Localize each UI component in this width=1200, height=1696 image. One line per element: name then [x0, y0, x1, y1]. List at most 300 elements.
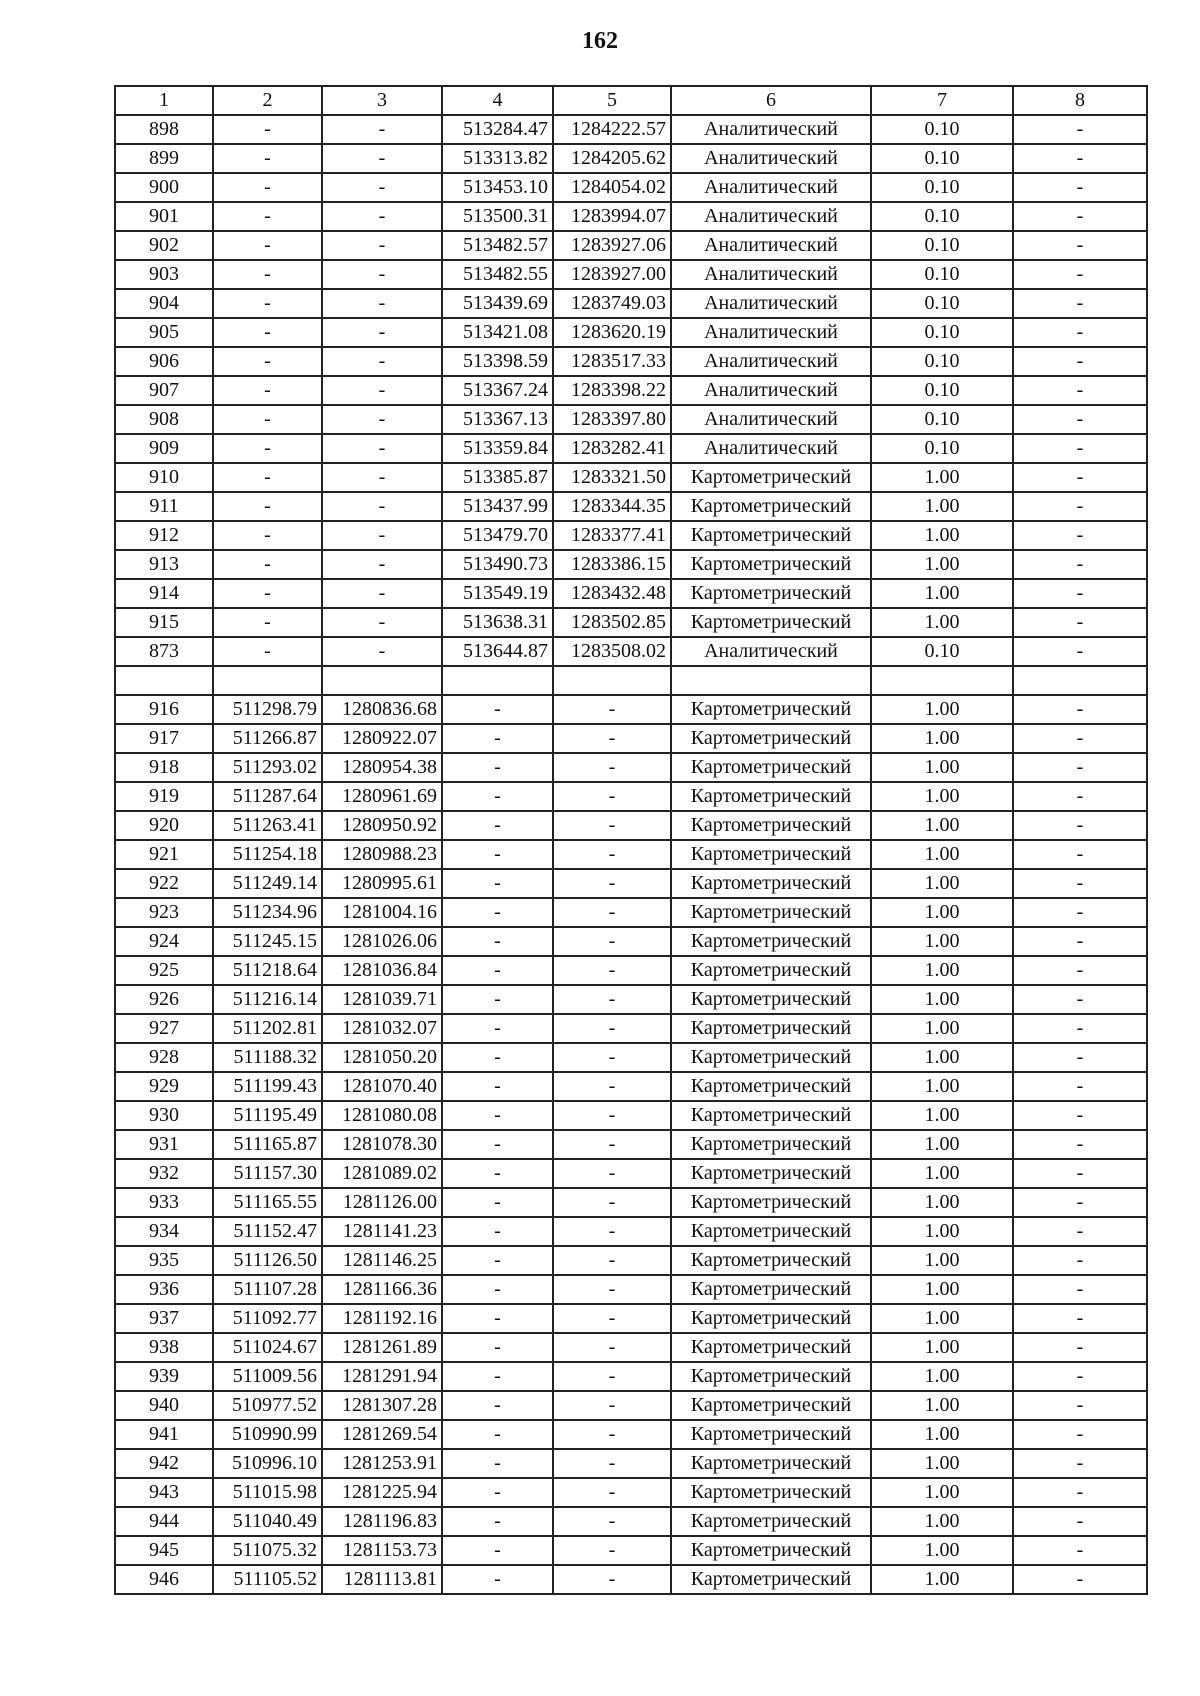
accuracy-cell: 1.00	[871, 1391, 1013, 1420]
y-coord-cell: -	[322, 231, 442, 260]
x-coord-cell: 511266.87	[213, 724, 322, 753]
table-row	[115, 144, 1147, 173]
accuracy-cell: 0.10	[871, 405, 1013, 434]
y-coord-cell: 1281307.28	[322, 1391, 442, 1420]
method-cell: Картометрический	[671, 753, 871, 782]
table-row	[115, 231, 1147, 260]
table-row	[115, 1333, 1147, 1362]
method-cell: Картометрический	[671, 1043, 871, 1072]
x-coord-cell: 511152.47	[213, 1217, 322, 1246]
x-coord-alt-cell: -	[442, 1159, 553, 1188]
y-coord-cell: 1281269.54	[322, 1420, 442, 1449]
note-cell: -	[1013, 898, 1147, 927]
note-cell: -	[1013, 753, 1147, 782]
accuracy-cell: 1.00	[871, 1333, 1013, 1362]
table-row	[115, 1159, 1147, 1188]
accuracy-cell: 1.00	[871, 1072, 1013, 1101]
note-cell: -	[1013, 1275, 1147, 1304]
x-coord-alt-cell: -	[442, 1536, 553, 1565]
accuracy-cell: 1.00	[871, 1246, 1013, 1275]
note-cell: -	[1013, 405, 1147, 434]
accuracy-cell: 1.00	[871, 1449, 1013, 1478]
note-cell: -	[1013, 927, 1147, 956]
table-header-row	[115, 86, 1147, 115]
method-cell: Картометрический	[671, 782, 871, 811]
point-number-cell: 912	[115, 521, 213, 550]
table-row	[115, 405, 1147, 434]
x-coord-alt-cell: -	[442, 1507, 553, 1536]
x-coord-cell: 511298.79	[213, 695, 322, 724]
accuracy-cell: 1.00	[871, 1478, 1013, 1507]
x-coord-cell: -	[213, 144, 322, 173]
y-coord-cell: -	[322, 579, 442, 608]
x-coord-cell: -	[213, 231, 322, 260]
y-coord-alt-cell: 1284054.02	[553, 173, 671, 202]
accuracy-cell: 1.00	[871, 579, 1013, 608]
note-cell: -	[1013, 1420, 1147, 1449]
accuracy-cell: 1.00	[871, 1362, 1013, 1391]
method-cell: Картометрический	[671, 1275, 871, 1304]
note-cell: -	[1013, 521, 1147, 550]
y-coord-alt-cell: 1283398.22	[553, 376, 671, 405]
note-cell: -	[1013, 260, 1147, 289]
x-coord-alt-cell: -	[442, 1188, 553, 1217]
accuracy-cell: 1.00	[871, 927, 1013, 956]
table-row	[115, 1072, 1147, 1101]
y-coord-cell: -	[322, 376, 442, 405]
x-coord-alt-cell: 513500.31	[442, 202, 553, 231]
method-cell: Аналитический	[671, 231, 871, 260]
y-coord-cell: 1280950.92	[322, 811, 442, 840]
y-coord-alt-cell: 1283321.50	[553, 463, 671, 492]
note-cell: -	[1013, 840, 1147, 869]
y-coord-cell: 1280922.07	[322, 724, 442, 753]
x-coord-alt-cell: 513490.73	[442, 550, 553, 579]
y-coord-cell: 1281196.83	[322, 1507, 442, 1536]
point-number-cell: 917	[115, 724, 213, 753]
table-row	[115, 1043, 1147, 1072]
table-row	[115, 1217, 1147, 1246]
y-coord-alt-cell: 1283620.19	[553, 318, 671, 347]
accuracy-cell: 1.00	[871, 1101, 1013, 1130]
method-cell: Картометрический	[671, 1362, 871, 1391]
x-coord-alt-cell: -	[442, 840, 553, 869]
x-coord-alt-cell: 513638.31	[442, 608, 553, 637]
y-coord-alt-cell: -	[553, 695, 671, 724]
note-cell: -	[1013, 869, 1147, 898]
note-cell: -	[1013, 1217, 1147, 1246]
y-coord-cell: 1281253.91	[322, 1449, 442, 1478]
y-coord-alt-cell: -	[553, 1507, 671, 1536]
x-coord-alt-cell: 513479.70	[442, 521, 553, 550]
x-coord-alt-cell: -	[442, 1362, 553, 1391]
accuracy-cell: 1.00	[871, 869, 1013, 898]
x-coord-cell: -	[213, 202, 322, 231]
x-coord-alt-cell: -	[442, 1420, 553, 1449]
note-cell: -	[1013, 1159, 1147, 1188]
method-cell: Картометрический	[671, 1304, 871, 1333]
accuracy-cell: 1.00	[871, 1565, 1013, 1594]
point-number-cell: 925	[115, 956, 213, 985]
point-number-cell: 927	[115, 1014, 213, 1043]
note-cell: -	[1013, 956, 1147, 985]
x-coord-cell: 511249.14	[213, 869, 322, 898]
point-number-cell: 933	[115, 1188, 213, 1217]
note-cell: -	[1013, 1362, 1147, 1391]
y-coord-alt-cell: -	[553, 724, 671, 753]
table-row	[115, 1304, 1147, 1333]
accuracy-cell: 1.00	[871, 1159, 1013, 1188]
x-coord-cell: 511188.32	[213, 1043, 322, 1072]
accuracy-cell: 0.10	[871, 231, 1013, 260]
x-coord-alt-cell: -	[442, 1275, 553, 1304]
point-number-cell: 931	[115, 1130, 213, 1159]
note-cell: -	[1013, 318, 1147, 347]
x-coord-alt-cell: -	[442, 1217, 553, 1246]
method-cell: Аналитический	[671, 405, 871, 434]
x-coord-cell: -	[213, 115, 322, 144]
point-number-cell: 939	[115, 1362, 213, 1391]
table-row	[115, 1362, 1147, 1391]
table-row	[115, 289, 1147, 318]
method-cell: Картометрический	[671, 1217, 871, 1246]
y-coord-alt-cell: -	[553, 1188, 671, 1217]
y-coord-cell: 1281146.25	[322, 1246, 442, 1275]
point-number-cell: 906	[115, 347, 213, 376]
y-coord-alt-cell: 1283994.07	[553, 202, 671, 231]
note-cell: -	[1013, 782, 1147, 811]
x-coord-cell: -	[213, 260, 322, 289]
method-cell: Картометрический	[671, 1420, 871, 1449]
accuracy-cell: 1.00	[871, 840, 1013, 869]
note-cell: -	[1013, 492, 1147, 521]
x-coord-alt-cell: 513367.24	[442, 376, 553, 405]
note-cell: -	[1013, 1101, 1147, 1130]
y-coord-alt-cell: -	[553, 985, 671, 1014]
method-cell: Картометрический	[671, 811, 871, 840]
accuracy-cell: 1.00	[871, 1536, 1013, 1565]
x-coord-cell: -	[213, 434, 322, 463]
accuracy-cell: 1.00	[871, 1217, 1013, 1246]
accuracy-cell: 1.00	[871, 463, 1013, 492]
y-coord-cell: 1281050.20	[322, 1043, 442, 1072]
method-cell: Аналитический	[671, 144, 871, 173]
note-cell: -	[1013, 1246, 1147, 1275]
x-coord-cell: 511293.02	[213, 753, 322, 782]
note-cell: -	[1013, 202, 1147, 231]
point-number-cell: 928	[115, 1043, 213, 1072]
y-coord-cell: 1281070.40	[322, 1072, 442, 1101]
method-cell: Картометрический	[671, 1072, 871, 1101]
method-cell: Аналитический	[671, 289, 871, 318]
accuracy-cell: 0.10	[871, 260, 1013, 289]
x-coord-alt-cell: -	[442, 1072, 553, 1101]
accuracy-cell: 1.00	[871, 550, 1013, 579]
point-number-cell: 902	[115, 231, 213, 260]
table-row	[115, 434, 1147, 463]
accuracy-cell: 1.00	[871, 898, 1013, 927]
accuracy-cell: 1.00	[871, 1188, 1013, 1217]
x-coord-alt-cell: 513482.57	[442, 231, 553, 260]
note-cell: -	[1013, 608, 1147, 637]
column-header: 1	[115, 86, 213, 115]
point-number-cell: 873	[115, 637, 213, 666]
y-coord-alt-cell: -	[553, 869, 671, 898]
x-coord-cell: 511105.52	[213, 1565, 322, 1594]
method-cell: Аналитический	[671, 202, 871, 231]
point-number-cell: 916	[115, 695, 213, 724]
point-number-cell	[115, 666, 213, 695]
table-row	[115, 956, 1147, 985]
x-coord-alt-cell: -	[442, 724, 553, 753]
note-cell: -	[1013, 550, 1147, 579]
x-coord-alt-cell: -	[442, 1391, 553, 1420]
note-cell: -	[1013, 579, 1147, 608]
x-coord-cell: 511254.18	[213, 840, 322, 869]
table-row	[115, 782, 1147, 811]
x-coord-cell: -	[213, 521, 322, 550]
table-row	[115, 898, 1147, 927]
point-number-cell: 913	[115, 550, 213, 579]
point-number-cell: 921	[115, 840, 213, 869]
point-number-cell: 945	[115, 1536, 213, 1565]
x-coord-alt-cell: -	[442, 1101, 553, 1130]
x-coord-cell: -	[213, 318, 322, 347]
x-coord-cell: 511024.67	[213, 1333, 322, 1362]
point-number-cell: 901	[115, 202, 213, 231]
x-coord-alt-cell: -	[442, 782, 553, 811]
x-coord-cell: -	[213, 347, 322, 376]
table-row	[115, 376, 1147, 405]
x-coord-cell: 511234.96	[213, 898, 322, 927]
y-coord-alt-cell: -	[553, 1043, 671, 1072]
note-cell: -	[1013, 1188, 1147, 1217]
x-coord-alt-cell: -	[442, 1130, 553, 1159]
x-coord-cell: 510977.52	[213, 1391, 322, 1420]
y-coord-cell: 1281225.94	[322, 1478, 442, 1507]
point-number-cell: 924	[115, 927, 213, 956]
method-cell: Картометрический	[671, 840, 871, 869]
x-coord-cell: 511263.41	[213, 811, 322, 840]
y-coord-cell: 1281080.08	[322, 1101, 442, 1130]
x-coord-cell: 511287.64	[213, 782, 322, 811]
x-coord-alt-cell: -	[442, 695, 553, 724]
point-number-cell: 908	[115, 405, 213, 434]
x-coord-cell: 511199.43	[213, 1072, 322, 1101]
y-coord-cell: 1281078.30	[322, 1130, 442, 1159]
y-coord-alt-cell: -	[553, 1449, 671, 1478]
x-coord-alt-cell: 513284.47	[442, 115, 553, 144]
note-cell: -	[1013, 1449, 1147, 1478]
table-row	[115, 1275, 1147, 1304]
y-coord-alt-cell: -	[553, 1275, 671, 1304]
y-coord-alt-cell: -	[553, 1536, 671, 1565]
x-coord-cell: 511157.30	[213, 1159, 322, 1188]
accuracy-cell: 1.00	[871, 608, 1013, 637]
y-coord-alt-cell: -	[553, 782, 671, 811]
y-coord-cell: -	[322, 173, 442, 202]
y-coord-alt-cell: 1283508.02	[553, 637, 671, 666]
y-coord-alt-cell: -	[553, 753, 671, 782]
y-coord-cell: 1281004.16	[322, 898, 442, 927]
point-number-cell: 918	[115, 753, 213, 782]
accuracy-cell: 1.00	[871, 695, 1013, 724]
x-coord-cell: 511040.49	[213, 1507, 322, 1536]
method-cell: Картометрический	[671, 695, 871, 724]
x-coord-cell: -	[213, 550, 322, 579]
note-cell	[1013, 666, 1147, 695]
x-coord-cell: -	[213, 463, 322, 492]
x-coord-cell: 510996.10	[213, 1449, 322, 1478]
y-coord-cell: -	[322, 492, 442, 521]
x-coord-cell: 511165.55	[213, 1188, 322, 1217]
note-cell: -	[1013, 1391, 1147, 1420]
note-cell: -	[1013, 1478, 1147, 1507]
y-coord-alt-cell: -	[553, 1391, 671, 1420]
method-cell: Картометрический	[671, 1507, 871, 1536]
y-coord-cell: -	[322, 347, 442, 376]
note-cell: -	[1013, 115, 1147, 144]
x-coord-cell: -	[213, 405, 322, 434]
y-coord-cell: 1280836.68	[322, 695, 442, 724]
note-cell: -	[1013, 985, 1147, 1014]
table-row	[115, 202, 1147, 231]
accuracy-cell: 1.00	[871, 1420, 1013, 1449]
method-cell: Картометрический	[671, 1478, 871, 1507]
y-coord-cell: 1281153.73	[322, 1536, 442, 1565]
method-cell: Аналитический	[671, 637, 871, 666]
x-coord-alt-cell: -	[442, 1043, 553, 1072]
table-row	[115, 666, 1147, 695]
x-coord-alt-cell: -	[442, 1478, 553, 1507]
x-coord-cell: 511107.28	[213, 1275, 322, 1304]
table-row	[115, 318, 1147, 347]
x-coord-cell: -	[213, 637, 322, 666]
method-cell: Картометрический	[671, 1130, 871, 1159]
column-header: 7	[871, 86, 1013, 115]
table-row	[115, 927, 1147, 956]
y-coord-cell: -	[322, 434, 442, 463]
point-number-cell: 934	[115, 1217, 213, 1246]
note-cell: -	[1013, 231, 1147, 260]
table-row	[115, 608, 1147, 637]
point-number-cell: 926	[115, 985, 213, 1014]
y-coord-alt-cell: 1283927.00	[553, 260, 671, 289]
y-coord-cell: -	[322, 318, 442, 347]
point-number-cell: 900	[115, 173, 213, 202]
method-cell: Картометрический	[671, 1391, 871, 1420]
method-cell: Картометрический	[671, 492, 871, 521]
table-row	[115, 695, 1147, 724]
table-body	[115, 115, 1147, 1594]
y-coord-cell: 1280954.38	[322, 753, 442, 782]
x-coord-cell: 511202.81	[213, 1014, 322, 1043]
table-row	[115, 1536, 1147, 1565]
point-number-cell: 898	[115, 115, 213, 144]
accuracy-cell: 1.00	[871, 521, 1013, 550]
x-coord-cell: 510990.99	[213, 1420, 322, 1449]
y-coord-alt-cell: -	[553, 1565, 671, 1594]
accuracy-cell: 1.00	[871, 811, 1013, 840]
table-row	[115, 492, 1147, 521]
x-coord-cell: -	[213, 579, 322, 608]
x-coord-cell	[213, 666, 322, 695]
table-row	[115, 1130, 1147, 1159]
x-coord-alt-cell: 513482.55	[442, 260, 553, 289]
table-row	[115, 1449, 1147, 1478]
y-coord-alt-cell: -	[553, 1478, 671, 1507]
method-cell: Аналитический	[671, 318, 871, 347]
y-coord-alt-cell: -	[553, 1101, 671, 1130]
point-number-cell: 930	[115, 1101, 213, 1130]
point-number-cell: 914	[115, 579, 213, 608]
y-coord-cell: 1281036.84	[322, 956, 442, 985]
point-number-cell: 911	[115, 492, 213, 521]
point-number-cell: 932	[115, 1159, 213, 1188]
y-coord-cell: 1281166.36	[322, 1275, 442, 1304]
table-row	[115, 1507, 1147, 1536]
y-coord-cell: -	[322, 463, 442, 492]
y-coord-cell: -	[322, 521, 442, 550]
y-coord-alt-cell: -	[553, 898, 671, 927]
y-coord-cell: 1281192.16	[322, 1304, 442, 1333]
x-coord-alt-cell: 513313.82	[442, 144, 553, 173]
x-coord-alt-cell: 513421.08	[442, 318, 553, 347]
table-row	[115, 1188, 1147, 1217]
method-cell: Картометрический	[671, 1333, 871, 1362]
accuracy-cell: 1.00	[871, 724, 1013, 753]
method-cell: Картометрический	[671, 1014, 871, 1043]
x-coord-alt-cell: -	[442, 898, 553, 927]
column-header: 5	[553, 86, 671, 115]
y-coord-cell: -	[322, 405, 442, 434]
table-row	[115, 1420, 1147, 1449]
y-coord-alt-cell: 1283432.48	[553, 579, 671, 608]
table-row	[115, 637, 1147, 666]
accuracy-cell: 0.10	[871, 289, 1013, 318]
x-coord-alt-cell: -	[442, 753, 553, 782]
y-coord-cell: -	[322, 260, 442, 289]
table-row	[115, 753, 1147, 782]
x-coord-alt-cell: 513439.69	[442, 289, 553, 318]
y-coord-cell: 1281032.07	[322, 1014, 442, 1043]
table-row	[115, 1478, 1147, 1507]
note-cell: -	[1013, 1130, 1147, 1159]
method-cell: Картометрический	[671, 1159, 871, 1188]
x-coord-alt-cell: 513549.19	[442, 579, 553, 608]
y-coord-cell: 1280988.23	[322, 840, 442, 869]
y-coord-alt-cell: -	[553, 1217, 671, 1246]
x-coord-cell: 511009.56	[213, 1362, 322, 1391]
x-coord-alt-cell: -	[442, 1304, 553, 1333]
x-coord-alt-cell: 513644.87	[442, 637, 553, 666]
y-coord-cell: 1280961.69	[322, 782, 442, 811]
point-number-cell: 946	[115, 1565, 213, 1594]
y-coord-cell: 1281261.89	[322, 1333, 442, 1362]
table-row	[115, 347, 1147, 376]
accuracy-cell: 0.10	[871, 144, 1013, 173]
accuracy-cell: 0.10	[871, 347, 1013, 376]
y-coord-alt-cell: -	[553, 1130, 671, 1159]
accuracy-cell: 1.00	[871, 1275, 1013, 1304]
table-row	[115, 1391, 1147, 1420]
note-cell: -	[1013, 347, 1147, 376]
accuracy-cell: 1.00	[871, 1043, 1013, 1072]
method-cell: Аналитический	[671, 434, 871, 463]
note-cell: -	[1013, 1304, 1147, 1333]
x-coord-cell: 511245.15	[213, 927, 322, 956]
table-row	[115, 463, 1147, 492]
